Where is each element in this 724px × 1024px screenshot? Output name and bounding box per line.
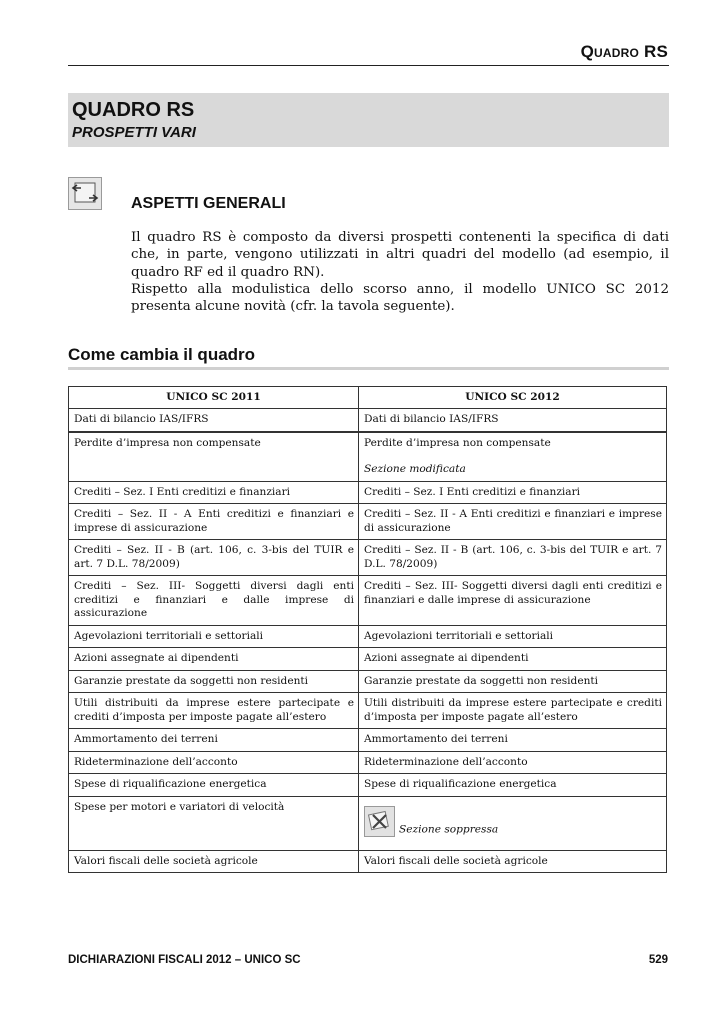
table-cell: Rideterminazione dell’acconto	[359, 751, 667, 774]
table-cell: Crediti – Sez. II - A Enti creditizi e finanziari e imprese di assicurazione	[69, 504, 359, 540]
subheading-rule	[68, 367, 669, 370]
paragraph: Il quadro RS è composto da diversi prospetti contenenti la specifica di dati che, in parte, vengono utilizzati in altri quadri del modello (ad esempio, il quadro RF ed il quadro RN).	[131, 230, 669, 280]
table-cell: Azioni assegnate ai dipendenti	[359, 648, 667, 671]
arrows-swap-icon	[68, 177, 102, 210]
table-cell: Spese di riqualificazione energetica	[69, 774, 359, 797]
table-cell: Crediti – Sez. III- Soggetti diversi dagli enti creditizi e finanziari e dalle imprese di assicurazione	[69, 576, 359, 626]
table-cell: Dati di bilancio IAS/IFRS	[69, 409, 359, 432]
table-cell: Valori fiscali delle società agricole	[69, 850, 359, 873]
table-header-row	[69, 387, 667, 409]
table-cell: Crediti – Sez. II - A Enti creditizi e finanziari e imprese di assicurazione	[359, 504, 667, 540]
section-heading: ASPETTI GENERALI	[131, 195, 286, 212]
table-row	[69, 693, 667, 729]
title-box	[68, 93, 669, 147]
comparison-table	[68, 386, 667, 873]
table-row	[69, 625, 667, 648]
page-title: QUADRO RS	[72, 99, 195, 121]
table-cell	[359, 796, 667, 850]
footer-title: DICHIARAZIONI FISCALI 2012 – UNICO SC	[68, 954, 301, 966]
table-row	[69, 648, 667, 671]
table-cell: Crediti – Sez. I Enti creditizi e finanziari	[69, 481, 359, 504]
table-cell: Agevolazioni territoriali e settoriali	[359, 625, 667, 648]
table-cell: Utili distribuiti da imprese estere partecipate e crediti d’imposta per imposte pagate all’estero	[359, 693, 667, 729]
table-row	[69, 540, 667, 576]
table-cell: Utili distribuiti da imprese estere partecipate e crediti d’imposta per imposte pagate all’estero	[69, 693, 359, 729]
running-header-initial: Q	[580, 42, 595, 61]
table-cell: Crediti – Sez. II - B (art. 106, c. 3-bis del TUIR e art. 7 D.L. 78/2009)	[359, 540, 667, 576]
table-row	[69, 432, 667, 482]
running-header-suffix: RS	[639, 42, 668, 61]
running-header	[581, 42, 668, 62]
table-row	[69, 504, 667, 540]
table-row	[69, 796, 667, 850]
table-cell: Rideterminazione dell’acconto	[69, 751, 359, 774]
table-cell: Crediti – Sez. I Enti creditizi e finanziari	[359, 481, 667, 504]
column-header: UNICO SC 2012	[359, 387, 667, 409]
paragraph: Rispetto alla modulistica dello scorso anno, il modello UNICO SC 2012 presenta alcune novità (cfr. la tavola seguente).	[131, 281, 669, 315]
table-cell: Crediti – Sez. II - B (art. 106, c. 3-bis del TUIR e art. 7 D.L. 78/2009)	[69, 540, 359, 576]
header-rule	[68, 65, 669, 66]
subheading: Come cambia il quadro	[68, 345, 256, 364]
deleted-section	[364, 806, 662, 837]
table-row	[69, 729, 667, 752]
table-row	[69, 576, 667, 626]
table-cell: Ammortamento dei terreni	[359, 729, 667, 752]
table-cell: Ammortamento dei terreni	[69, 729, 359, 752]
cell-text: Perdite d’impresa non compensate	[364, 436, 551, 449]
table-row	[69, 481, 667, 504]
modified-note: Sezione modificata	[364, 463, 466, 475]
table-row	[69, 774, 667, 797]
table-cell: Garanzie prestate da soggetti non residenti	[359, 670, 667, 693]
table-cell: Crediti – Sez. III- Soggetti diversi dagli enti creditizi e finanziari e dalle imprese di assicurazione	[359, 576, 667, 626]
body-text	[131, 229, 669, 315]
running-header-smallcaps: UADRO	[594, 46, 640, 60]
table-cell: Azioni assegnate ai dipendenti	[69, 648, 359, 671]
table-cell: Valori fiscali delle società agricole	[359, 850, 667, 873]
table-cell: Garanzie prestate da soggetti non residenti	[69, 670, 359, 693]
deleted-x-icon	[364, 806, 395, 837]
table-cell: Perdite d’impresa non compensate	[69, 432, 359, 482]
page-number: 529	[648, 954, 668, 966]
page-subtitle: PROSPETTI VARI	[72, 124, 196, 141]
deleted-note: Sezione soppressa	[399, 823, 499, 835]
table-row	[69, 670, 667, 693]
table-row	[69, 409, 667, 432]
table-cell: Spese di riqualificazione energetica	[359, 774, 667, 797]
table-cell	[359, 432, 667, 482]
table-cell: Spese per motori e variatori di velocità	[69, 796, 359, 850]
table-row	[69, 850, 667, 873]
column-header: UNICO SC 2011	[69, 387, 359, 409]
table-cell: Agevolazioni territoriali e settoriali	[69, 625, 359, 648]
table-row	[69, 751, 667, 774]
table-cell: Dati di bilancio IAS/IFRS	[359, 409, 667, 432]
